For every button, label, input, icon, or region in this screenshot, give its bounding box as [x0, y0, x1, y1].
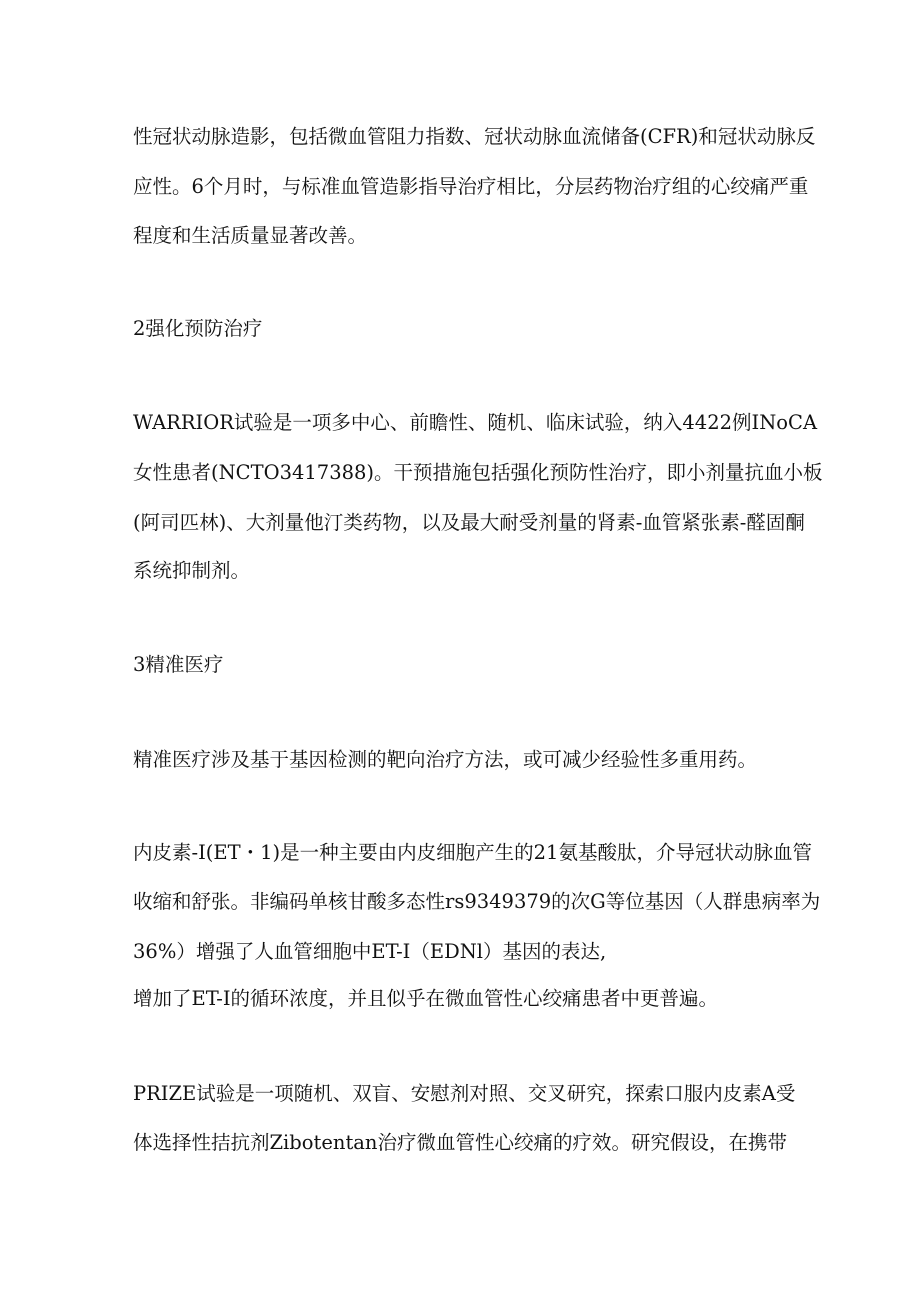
paragraph-2-line-2: 女性患者(NCTO3417388)。干预措施包括强化预防性治疗，即小剂量抗血小板 [133, 461, 823, 484]
section-heading-2: 2强化预防治疗 [133, 317, 263, 340]
paragraph-1-line-2: 应性。6个月时，与标准血管造影指导治疗相比，分层药物治疗组的心绞痛严重 [133, 175, 809, 198]
paragraph-2-line-1: WARRIOR试验是一项多中心、前瞻性、随机、临床试验，纳入4422例INoCA [133, 411, 818, 434]
paragraph-2-line-4: 系统抑制剂。 [133, 559, 251, 582]
paragraph-4-line-1: 内皮素-I(ET・1)是一种主要由内皮细胞产生的21氨基酸肽，介导冠状动脉血管 [133, 841, 812, 864]
paragraph-5-line-1: PRIZE试验是一项随机、双盲、安慰剂对照、交叉研究，探索口服内皮素A受 [133, 1082, 796, 1105]
paragraph-2-line-3: (阿司匹林)、大剂量他汀类药物，以及最大耐受剂量的肾素-血管紧张素-醛固酮 [133, 511, 805, 534]
paragraph-3-line-1: 精准医疗涉及基于基因检测的靶向治疗方法，或可减少经验性多重用药。 [133, 748, 758, 771]
paragraph-5-line-2: 体选择性拮抗剂Zibotentan治疗微血管性心绞痛的疗效。研究假设，在携带 [133, 1131, 787, 1154]
paragraph-4-line-2: 收缩和舒张。非编码单核甘酸多态性rs9349379的次G等位基因（人群患病率为 [133, 890, 821, 913]
paragraph-4-line-4: 增加了ET-I的循环浓度，并且似乎在微血管性心绞痛患者中更普遍。 [133, 987, 719, 1010]
paragraph-1-line-3: 程度和生活质量显著改善。 [133, 224, 368, 247]
section-heading-3: 3精准医疗 [133, 653, 224, 676]
paragraph-1-line-1: 性冠状动脉造影，包括微血管阻力指数、冠状动脉血流储备(CFR)和冠状动脉反 [133, 125, 816, 148]
paragraph-4-line-3: 36%）增强了人血管细胞中ET-I（EDNl）基因的表达, [133, 940, 607, 963]
